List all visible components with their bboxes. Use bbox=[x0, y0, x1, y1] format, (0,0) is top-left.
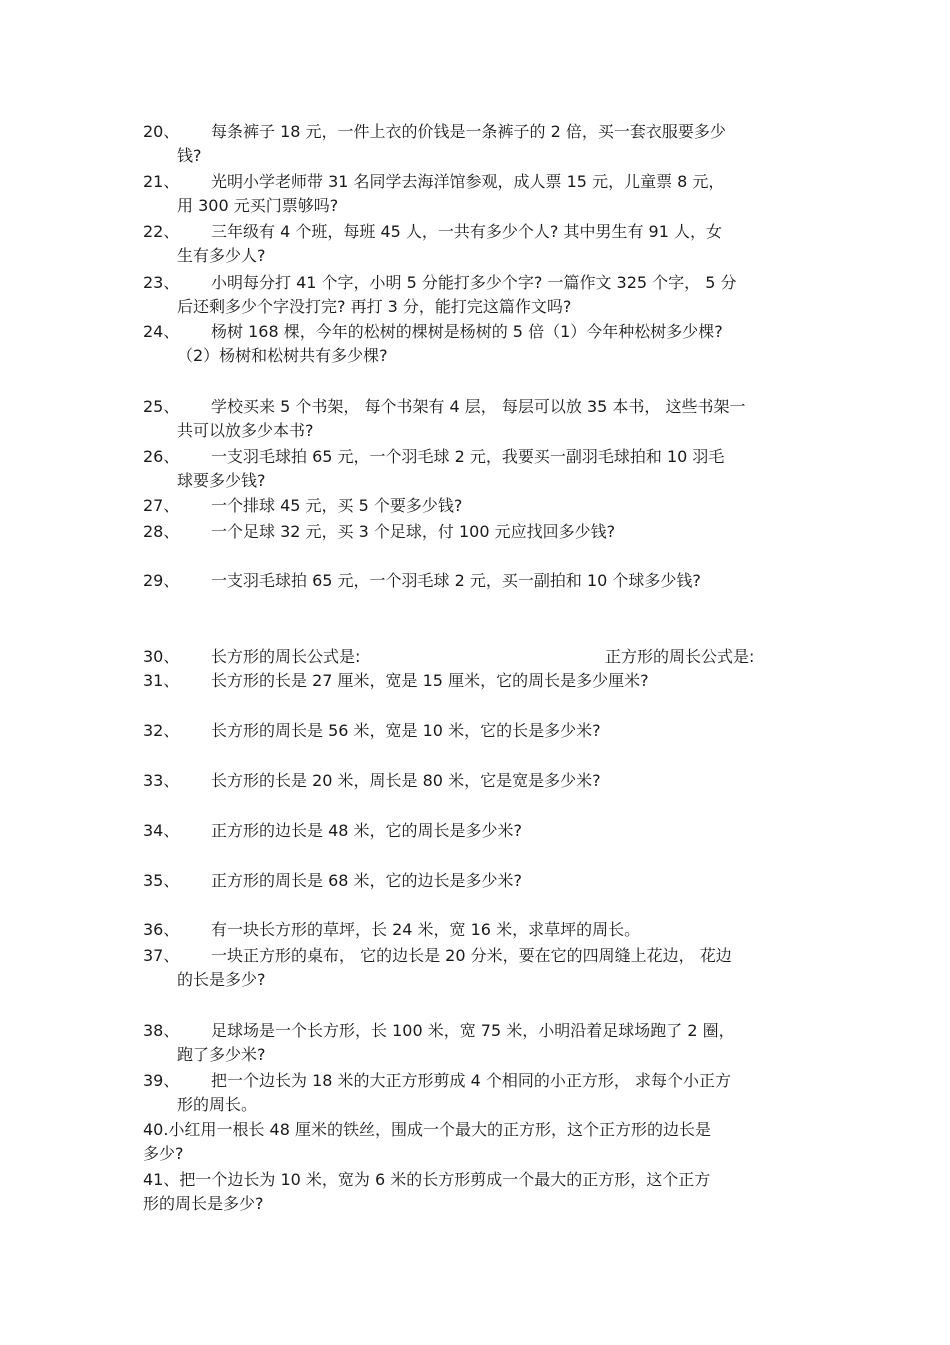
question-text: 三年级有 4 个班，每班 45 人，一共有多少个人? 其中男生有 91 人，女 bbox=[211, 222, 722, 241]
question-text-continued: 的长是多少? bbox=[177, 970, 266, 989]
question-text: 一支羽毛球拍 65 元，一个羽毛球 2 元，买一副拍和 10 个球多少钱? bbox=[211, 571, 701, 590]
question-text: 一块正方形的桌布， 它的边长是 20 分米，要在它的四周缝上花边， 花边 bbox=[211, 946, 732, 965]
question-number: 32、 bbox=[143, 721, 180, 740]
question-number: 24、 bbox=[143, 322, 180, 341]
question-text-continued: 共可以放多少本书? bbox=[177, 421, 314, 440]
question-text: 学校买来 5 个书架， 每个书架有 4 层， 每层可以放 35 本书， 这些书架一 bbox=[211, 397, 746, 416]
question-text-continued: 球要多少钱? bbox=[177, 471, 266, 490]
question-number: 37、 bbox=[143, 946, 180, 965]
question-number: 25、 bbox=[143, 397, 180, 416]
question-number: 23、 bbox=[143, 273, 180, 292]
question-text: 长方形的周长是 56 米，宽是 10 米，它的长是多少米? bbox=[211, 721, 601, 740]
question-number: 38、 bbox=[143, 1021, 180, 1040]
question-text-continued: 形的周长。 bbox=[177, 1095, 258, 1114]
question-text: 一支羽毛球拍 65 元，一个羽毛球 2 元，我要买一副羽毛球拍和 10 羽毛 bbox=[211, 447, 725, 466]
question-text: 杨树 168 棵，今年的松树的棵树是杨树的 5 倍（1）今年种松树多少棵? bbox=[211, 322, 723, 341]
question-number: 39、 bbox=[143, 1071, 180, 1090]
question-text: 40.小红用一根长 48 厘米的铁丝，围成一个最大的正方形，这个正方形的边长是 bbox=[143, 1120, 711, 1139]
question-number: 27、 bbox=[143, 496, 180, 515]
question-text: 小明每分打 41 个字，小明 5 分能打多少个字? 一篇作文 325 个字， 5 分 bbox=[211, 273, 737, 292]
question-text-continued: 形的周长是多少? bbox=[143, 1194, 264, 1213]
question-text: 41、把一个边长为 10 米，宽为 6 米的长方形剪成一个最大的正方形，这个正方 bbox=[143, 1170, 711, 1189]
question-number: 34、 bbox=[143, 821, 180, 840]
question-text: 足球场是一个长方形，长 100 米，宽 75 米，小明沿着足球场跑了 2 圈， bbox=[211, 1021, 735, 1040]
question-text-right: 正方形的周长公式是: bbox=[605, 647, 755, 666]
question-number: 21、 bbox=[143, 172, 180, 191]
question-number: 29、 bbox=[143, 571, 180, 590]
question-text-continued: 钱? bbox=[177, 146, 202, 165]
question-number: 28、 bbox=[143, 522, 180, 541]
question-number: 33、 bbox=[143, 771, 180, 790]
question-number: 22、 bbox=[143, 222, 180, 241]
question-text: 长方形的长是 27 厘米，宽是 15 厘米，它的周长是多少厘米? bbox=[211, 671, 649, 690]
question-number: 20、 bbox=[143, 122, 180, 141]
question-text-continued: （2）杨树和松树共有多少棵? bbox=[177, 346, 388, 365]
question-text: 每条裤子 18 元，一件上衣的价钱是一条裤子的 2 倍，买一套衣服要多少 bbox=[211, 122, 726, 141]
question-number: 26、 bbox=[143, 447, 180, 466]
question-text: 把一个边长为 18 米的大正方形剪成 4 个相同的小正方形， 求每个小正方 bbox=[211, 1071, 731, 1090]
question-text-continued: 跑了多少米? bbox=[177, 1045, 266, 1064]
question-number: 36、 bbox=[143, 920, 180, 939]
question-text: 一个排球 45 元，买 5 个要多少钱? bbox=[211, 496, 463, 515]
question-text-continued: 后还剩多少个字没打完? 再打 3 分，能打完这篇作文吗? bbox=[177, 297, 572, 316]
question-number: 35、 bbox=[143, 871, 180, 890]
question-text: 一个足球 32 元，买 3 个足球，付 100 元应找回多少钱? bbox=[211, 522, 616, 541]
question-text: 有一块长方形的草坪，长 24 米，宽 16 米，求草坪的周长。 bbox=[211, 920, 641, 939]
question-text-continued: 生有多少人? bbox=[177, 246, 266, 265]
question-text-continued: 用 300 元买门票够吗? bbox=[177, 196, 339, 215]
question-text-continued: 多少? bbox=[143, 1144, 184, 1163]
question-text: 正方形的边长是 48 米，它的周长是多少米? bbox=[211, 821, 523, 840]
question-text: 正方形的周长是 68 米，它的边长是多少米? bbox=[211, 871, 523, 890]
question-text: 光明小学老师带 31 名同学去海洋馆参观，成人票 15 元，儿童票 8 元， bbox=[211, 172, 725, 191]
question-text: 长方形的长是 20 米，周长是 80 米，它是宽是多少米? bbox=[211, 771, 601, 790]
question-text: 长方形的周长公式是: bbox=[211, 647, 361, 666]
question-number: 31、 bbox=[143, 671, 180, 690]
question-number: 30、 bbox=[143, 647, 180, 666]
